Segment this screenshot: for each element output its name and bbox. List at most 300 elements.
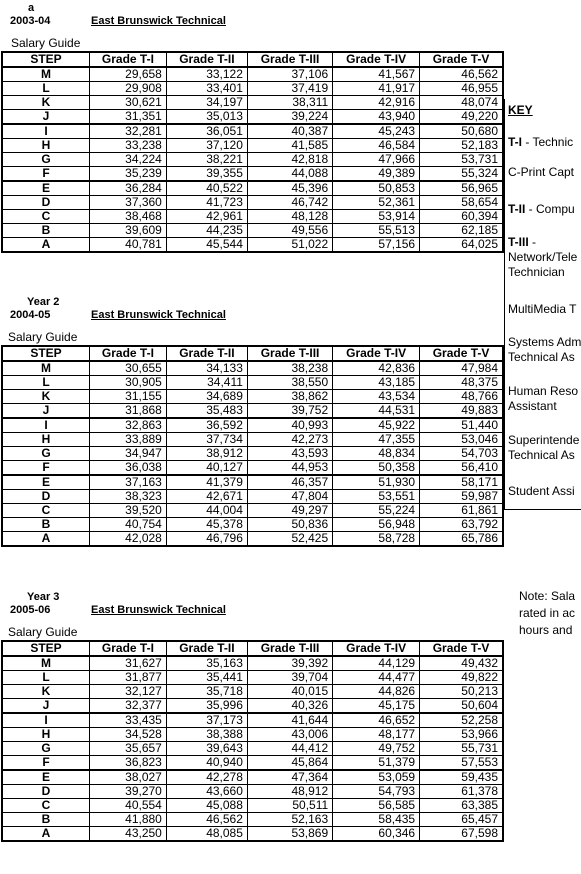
salary-cell: 37,120 bbox=[166, 139, 247, 153]
salary-cell: 34,197 bbox=[166, 96, 247, 110]
note bbox=[519, 588, 575, 639]
salary-cell: 32,281 bbox=[90, 124, 167, 139]
key-item-text: Technical As bbox=[508, 350, 575, 364]
table-row bbox=[2, 827, 503, 842]
salary-cell: 37,419 bbox=[247, 82, 332, 96]
table-row bbox=[2, 139, 503, 153]
salary-cell: 46,652 bbox=[333, 713, 420, 728]
salary-cell: 33,401 bbox=[166, 82, 247, 96]
salary-cell: 37,360 bbox=[90, 196, 167, 210]
salary-cell: 53,966 bbox=[420, 728, 503, 742]
salary-cell: 58,728 bbox=[333, 532, 420, 547]
step-cell: M bbox=[2, 361, 90, 376]
salary-cell: 44,531 bbox=[333, 404, 420, 419]
salary-cell: 42,273 bbox=[247, 433, 332, 447]
salary-cell: 39,392 bbox=[247, 656, 332, 671]
step-cell: C bbox=[2, 504, 90, 518]
step-cell: L bbox=[2, 376, 90, 390]
salary-cell: 57,553 bbox=[420, 756, 503, 771]
salary-cell: 53,914 bbox=[333, 210, 420, 224]
step-cell: F bbox=[2, 461, 90, 476]
salary-cell: 55,513 bbox=[333, 224, 420, 238]
salary-cell: 39,704 bbox=[247, 671, 332, 685]
salary-cell: 50,213 bbox=[420, 685, 503, 699]
salary-cell: 53,059 bbox=[333, 770, 420, 785]
section-3-title: East Brunswick Technical bbox=[91, 604, 226, 616]
salary-cell: 50,358 bbox=[333, 461, 420, 476]
salary-cell: 38,912 bbox=[166, 447, 247, 461]
column-header-grade: Grade T-II bbox=[166, 346, 247, 361]
salary-cell: 41,567 bbox=[333, 67, 420, 82]
table-row bbox=[2, 124, 503, 139]
step-cell: E bbox=[2, 770, 90, 785]
step-cell: J bbox=[2, 404, 90, 419]
table-row bbox=[2, 728, 503, 742]
salary-cell: 33,238 bbox=[90, 139, 167, 153]
salary-cell: 45,922 bbox=[333, 418, 420, 433]
key-box bbox=[504, 99, 581, 510]
key-item-code: T-I bbox=[508, 135, 522, 149]
salary-cell: 40,781 bbox=[90, 238, 167, 253]
section-3-caption: Salary Guide bbox=[8, 625, 78, 639]
step-cell: G bbox=[2, 742, 90, 756]
table-row bbox=[2, 518, 503, 532]
table-row bbox=[2, 67, 503, 82]
salary-cell: 55,324 bbox=[420, 167, 503, 182]
salary-cell: 41,880 bbox=[90, 813, 167, 827]
salary-cell: 39,643 bbox=[166, 742, 247, 756]
salary-cell: 31,868 bbox=[90, 404, 167, 419]
step-cell: F bbox=[2, 756, 90, 771]
table-row bbox=[2, 361, 503, 376]
salary-cell: 50,604 bbox=[420, 699, 503, 714]
salary-cell: 35,996 bbox=[166, 699, 247, 714]
key-item-text: - bbox=[528, 235, 537, 249]
table-row bbox=[2, 181, 503, 196]
salary-cell: 47,355 bbox=[333, 433, 420, 447]
step-cell: M bbox=[2, 656, 90, 671]
salary-cell: 55,731 bbox=[420, 742, 503, 756]
salary-cell: 47,364 bbox=[247, 770, 332, 785]
column-header-grade: Grade T-IV bbox=[333, 52, 420, 67]
salary-cell: 46,955 bbox=[420, 82, 503, 96]
salary-cell: 63,792 bbox=[420, 518, 503, 532]
salary-cell: 33,435 bbox=[90, 713, 167, 728]
salary-cell: 40,554 bbox=[90, 799, 167, 813]
salary-cell: 44,953 bbox=[247, 461, 332, 476]
salary-cell: 41,917 bbox=[333, 82, 420, 96]
table-row bbox=[2, 475, 503, 490]
key-item bbox=[508, 384, 581, 414]
salary-cell: 39,520 bbox=[90, 504, 167, 518]
salary-cell: 48,074 bbox=[420, 96, 503, 110]
salary-cell: 32,377 bbox=[90, 699, 167, 714]
salary-cell: 50,511 bbox=[247, 799, 332, 813]
step-cell: I bbox=[2, 418, 90, 433]
salary-cell: 42,818 bbox=[247, 153, 332, 167]
column-header-grade: Grade T-III bbox=[247, 52, 332, 67]
salary-cell: 53,869 bbox=[247, 827, 332, 842]
salary-cell: 38,468 bbox=[90, 210, 167, 224]
salary-cell: 31,627 bbox=[90, 656, 167, 671]
section-3-period: 2005-06 bbox=[10, 604, 51, 616]
salary-cell: 49,822 bbox=[420, 671, 503, 685]
salary-cell: 49,297 bbox=[247, 504, 332, 518]
salary-cell: 48,766 bbox=[420, 390, 503, 404]
salary-cell: 42,836 bbox=[333, 361, 420, 376]
salary-cell: 49,389 bbox=[333, 167, 420, 182]
table-row bbox=[2, 167, 503, 182]
salary-cell: 36,051 bbox=[166, 124, 247, 139]
salary-cell: 44,477 bbox=[333, 671, 420, 685]
salary-cell: 42,961 bbox=[166, 210, 247, 224]
salary-cell: 46,562 bbox=[166, 813, 247, 827]
salary-cell: 47,966 bbox=[333, 153, 420, 167]
salary-cell: 49,432 bbox=[420, 656, 503, 671]
step-cell: E bbox=[2, 181, 90, 196]
column-header-grade: Grade T-I bbox=[90, 52, 167, 67]
salary-cell: 56,585 bbox=[333, 799, 420, 813]
salary-cell: 41,723 bbox=[166, 196, 247, 210]
table-header-row bbox=[2, 52, 503, 67]
salary-cell: 64,025 bbox=[420, 238, 503, 253]
salary-cell: 43,534 bbox=[333, 390, 420, 404]
salary-cell: 57,156 bbox=[333, 238, 420, 253]
salary-cell: 42,028 bbox=[90, 532, 167, 547]
salary-cell: 39,752 bbox=[247, 404, 332, 419]
salary-cell: 29,658 bbox=[90, 67, 167, 82]
section-1-title: East Brunswick Technical bbox=[91, 15, 226, 27]
note-line-3: hours and bbox=[519, 623, 573, 637]
salary-cell: 43,593 bbox=[247, 447, 332, 461]
salary-cell: 67,598 bbox=[420, 827, 503, 842]
salary-cell: 34,528 bbox=[90, 728, 167, 742]
salary-cell: 37,173 bbox=[166, 713, 247, 728]
column-header-step: STEP bbox=[2, 641, 90, 656]
key-item bbox=[508, 302, 581, 317]
step-cell: H bbox=[2, 139, 90, 153]
salary-cell: 40,127 bbox=[166, 461, 247, 476]
salary-cell: 39,224 bbox=[247, 110, 332, 125]
key-item-text: Network/Tele bbox=[508, 250, 578, 264]
salary-cell: 49,883 bbox=[420, 404, 503, 419]
salary-cell: 49,752 bbox=[333, 742, 420, 756]
salary-cell: 40,015 bbox=[247, 685, 332, 699]
salary-table-2005-06 bbox=[1, 640, 504, 842]
section-2-period: 2004-05 bbox=[10, 309, 51, 321]
salary-cell: 38,862 bbox=[247, 390, 332, 404]
table-header-row bbox=[2, 641, 503, 656]
step-cell: C bbox=[2, 799, 90, 813]
salary-cell: 36,823 bbox=[90, 756, 167, 771]
table-row bbox=[2, 110, 503, 125]
section-2-caption: Salary Guide bbox=[8, 330, 78, 344]
salary-cell: 34,133 bbox=[166, 361, 247, 376]
salary-cell: 58,171 bbox=[420, 475, 503, 490]
table-row bbox=[2, 713, 503, 728]
salary-cell: 47,804 bbox=[247, 490, 332, 504]
salary-cell: 47,984 bbox=[420, 361, 503, 376]
salary-cell: 42,278 bbox=[166, 770, 247, 785]
salary-cell: 41,585 bbox=[247, 139, 332, 153]
table-row bbox=[2, 532, 503, 547]
salary-cell: 39,355 bbox=[166, 167, 247, 182]
salary-cell: 43,660 bbox=[166, 785, 247, 799]
salary-cell: 42,916 bbox=[333, 96, 420, 110]
table-row bbox=[2, 447, 503, 461]
step-cell: I bbox=[2, 124, 90, 139]
column-header-grade: Grade T-I bbox=[90, 346, 167, 361]
salary-cell: 48,085 bbox=[166, 827, 247, 842]
salary-cell: 56,948 bbox=[333, 518, 420, 532]
key-item-text: MultiMedia T bbox=[508, 302, 577, 316]
note-line-1: Note: Sala bbox=[519, 589, 576, 603]
table-row bbox=[2, 418, 503, 433]
table-row bbox=[2, 671, 503, 685]
column-header-grade: Grade T-V bbox=[420, 641, 503, 656]
column-header-step: STEP bbox=[2, 346, 90, 361]
table-row bbox=[2, 433, 503, 447]
salary-cell: 59,435 bbox=[420, 770, 503, 785]
salary-cell: 45,175 bbox=[333, 699, 420, 714]
table-row bbox=[2, 96, 503, 110]
key-item-text: - Compu bbox=[525, 202, 575, 216]
salary-cell: 48,375 bbox=[420, 376, 503, 390]
table-row bbox=[2, 210, 503, 224]
salary-cell: 43,185 bbox=[333, 376, 420, 390]
salary-cell: 44,412 bbox=[247, 742, 332, 756]
salary-cell: 65,457 bbox=[420, 813, 503, 827]
table-row bbox=[2, 82, 503, 96]
salary-cell: 51,022 bbox=[247, 238, 332, 253]
salary-cell: 45,864 bbox=[247, 756, 332, 771]
step-cell: I bbox=[2, 713, 90, 728]
salary-cell: 52,425 bbox=[247, 532, 332, 547]
step-cell: H bbox=[2, 433, 90, 447]
salary-cell: 38,221 bbox=[166, 153, 247, 167]
salary-cell: 52,183 bbox=[420, 139, 503, 153]
salary-cell: 44,826 bbox=[333, 685, 420, 699]
key-item-code: T-III bbox=[508, 235, 529, 249]
note-line-2: rated in ac bbox=[519, 606, 576, 620]
step-cell: F bbox=[2, 167, 90, 182]
salary-cell: 55,224 bbox=[333, 504, 420, 518]
table-row bbox=[2, 390, 503, 404]
key-item-text: C-Print Capt bbox=[508, 165, 575, 179]
salary-cell: 35,718 bbox=[166, 685, 247, 699]
table-row bbox=[2, 813, 503, 827]
salary-cell: 48,834 bbox=[333, 447, 420, 461]
salary-cell: 41,644 bbox=[247, 713, 332, 728]
salary-cell: 45,243 bbox=[333, 124, 420, 139]
salary-cell: 53,551 bbox=[333, 490, 420, 504]
salary-cell: 34,689 bbox=[166, 390, 247, 404]
step-cell: C bbox=[2, 210, 90, 224]
salary-cell: 36,038 bbox=[90, 461, 167, 476]
salary-cell: 31,877 bbox=[90, 671, 167, 685]
step-cell: J bbox=[2, 110, 90, 125]
salary-cell: 37,106 bbox=[247, 67, 332, 82]
column-header-grade: Grade T-V bbox=[420, 52, 503, 67]
table-row bbox=[2, 799, 503, 813]
salary-cell: 40,940 bbox=[166, 756, 247, 771]
step-cell: L bbox=[2, 82, 90, 96]
column-header-grade: Grade T-V bbox=[420, 346, 503, 361]
key-item-text: Superintende bbox=[508, 433, 580, 447]
step-cell: E bbox=[2, 475, 90, 490]
salary-cell: 56,410 bbox=[420, 461, 503, 476]
section-1-caption: Salary Guide bbox=[11, 36, 81, 50]
salary-cell: 45,378 bbox=[166, 518, 247, 532]
salary-cell: 63,385 bbox=[420, 799, 503, 813]
step-cell: A bbox=[2, 532, 90, 547]
salary-cell: 40,326 bbox=[247, 699, 332, 714]
salary-cell: 30,621 bbox=[90, 96, 167, 110]
key-item bbox=[508, 135, 581, 150]
table-row bbox=[2, 770, 503, 785]
key-item bbox=[508, 202, 581, 217]
salary-cell: 46,796 bbox=[166, 532, 247, 547]
section-3-year-label: Year 3 bbox=[27, 591, 60, 603]
step-cell: B bbox=[2, 518, 90, 532]
key-item-text: Technical As bbox=[508, 448, 575, 462]
salary-cell: 43,250 bbox=[90, 827, 167, 842]
salary-cell: 30,905 bbox=[90, 376, 167, 390]
key-item-text: Technician bbox=[508, 265, 565, 279]
key-item bbox=[508, 484, 581, 499]
salary-cell: 40,522 bbox=[166, 181, 247, 196]
salary-cell: 50,680 bbox=[420, 124, 503, 139]
salary-cell: 51,930 bbox=[333, 475, 420, 490]
column-header-grade: Grade T-II bbox=[166, 641, 247, 656]
table-row bbox=[2, 490, 503, 504]
step-cell: A bbox=[2, 827, 90, 842]
salary-cell: 49,556 bbox=[247, 224, 332, 238]
key-item-code: T-II bbox=[508, 202, 526, 216]
salary-cell: 54,703 bbox=[420, 447, 503, 461]
column-header-grade: Grade T-IV bbox=[333, 641, 420, 656]
key-item-text: Human Reso bbox=[508, 384, 579, 398]
step-cell: B bbox=[2, 224, 90, 238]
key-item-text: Systems Adm bbox=[508, 335, 581, 349]
key-item bbox=[508, 335, 581, 365]
salary-cell: 38,550 bbox=[247, 376, 332, 390]
table-row bbox=[2, 376, 503, 390]
salary-cell: 42,671 bbox=[166, 490, 247, 504]
salary-cell: 38,388 bbox=[166, 728, 247, 742]
key-item bbox=[508, 165, 581, 180]
table-row bbox=[2, 756, 503, 771]
salary-cell: 46,562 bbox=[420, 67, 503, 82]
salary-cell: 35,483 bbox=[166, 404, 247, 419]
salary-cell: 48,912 bbox=[247, 785, 332, 799]
key-item-text: Assistant bbox=[508, 399, 557, 413]
salary-cell: 43,006 bbox=[247, 728, 332, 742]
salary-cell: 50,836 bbox=[247, 518, 332, 532]
step-cell: L bbox=[2, 671, 90, 685]
salary-cell: 41,379 bbox=[166, 475, 247, 490]
salary-cell: 30,655 bbox=[90, 361, 167, 376]
salary-table-2003-04 bbox=[1, 51, 504, 253]
step-cell: K bbox=[2, 96, 90, 110]
step-cell: K bbox=[2, 390, 90, 404]
step-cell: J bbox=[2, 699, 90, 714]
salary-cell: 35,441 bbox=[166, 671, 247, 685]
table-row bbox=[2, 224, 503, 238]
salary-cell: 54,793 bbox=[333, 785, 420, 799]
salary-cell: 44,004 bbox=[166, 504, 247, 518]
salary-cell: 34,224 bbox=[90, 153, 167, 167]
salary-cell: 44,129 bbox=[333, 656, 420, 671]
salary-cell: 35,239 bbox=[90, 167, 167, 182]
salary-cell: 38,323 bbox=[90, 490, 167, 504]
step-cell: G bbox=[2, 447, 90, 461]
salary-cell: 38,311 bbox=[247, 96, 332, 110]
salary-cell: 31,351 bbox=[90, 110, 167, 125]
salary-cell: 60,346 bbox=[333, 827, 420, 842]
salary-cell: 32,127 bbox=[90, 685, 167, 699]
salary-cell: 44,088 bbox=[247, 167, 332, 182]
salary-cell: 37,163 bbox=[90, 475, 167, 490]
salary-cell: 52,258 bbox=[420, 713, 503, 728]
table-row bbox=[2, 238, 503, 253]
salary-cell: 34,411 bbox=[166, 376, 247, 390]
salary-cell: 29,908 bbox=[90, 82, 167, 96]
salary-cell: 35,163 bbox=[166, 656, 247, 671]
table-row bbox=[2, 461, 503, 476]
key-item-text: Student Assi bbox=[508, 484, 575, 498]
salary-cell: 40,993 bbox=[247, 418, 332, 433]
column-header-grade: Grade T-IV bbox=[333, 346, 420, 361]
salary-cell: 46,742 bbox=[247, 196, 332, 210]
key-title: KEY bbox=[508, 103, 533, 117]
salary-cell: 37,734 bbox=[166, 433, 247, 447]
column-header-step: STEP bbox=[2, 52, 90, 67]
salary-cell: 53,731 bbox=[420, 153, 503, 167]
table-row bbox=[2, 656, 503, 671]
salary-cell: 45,088 bbox=[166, 799, 247, 813]
salary-table-2004-05 bbox=[1, 345, 504, 547]
step-cell: D bbox=[2, 196, 90, 210]
salary-cell: 58,654 bbox=[420, 196, 503, 210]
salary-cell: 33,122 bbox=[166, 67, 247, 82]
table-row bbox=[2, 742, 503, 756]
step-cell: A bbox=[2, 238, 90, 253]
column-header-grade: Grade T-II bbox=[166, 52, 247, 67]
salary-cell: 35,013 bbox=[166, 110, 247, 125]
salary-cell: 33,889 bbox=[90, 433, 167, 447]
salary-cell: 43,940 bbox=[333, 110, 420, 125]
salary-cell: 35,657 bbox=[90, 742, 167, 756]
section-2-title: East Brunswick Technical bbox=[91, 309, 226, 321]
salary-cell: 44,235 bbox=[166, 224, 247, 238]
salary-cell: 59,987 bbox=[420, 490, 503, 504]
table-row bbox=[2, 685, 503, 699]
salary-cell: 40,754 bbox=[90, 518, 167, 532]
salary-cell: 52,361 bbox=[333, 196, 420, 210]
salary-cell: 38,238 bbox=[247, 361, 332, 376]
step-cell: K bbox=[2, 685, 90, 699]
salary-cell: 48,128 bbox=[247, 210, 332, 224]
salary-cell: 56,965 bbox=[420, 181, 503, 196]
salary-cell: 58,435 bbox=[333, 813, 420, 827]
key-item bbox=[508, 235, 581, 280]
key-item bbox=[508, 433, 581, 463]
table-row bbox=[2, 699, 503, 714]
salary-cell: 61,861 bbox=[420, 504, 503, 518]
salary-cell: 45,396 bbox=[247, 181, 332, 196]
salary-cell: 34,947 bbox=[90, 447, 167, 461]
